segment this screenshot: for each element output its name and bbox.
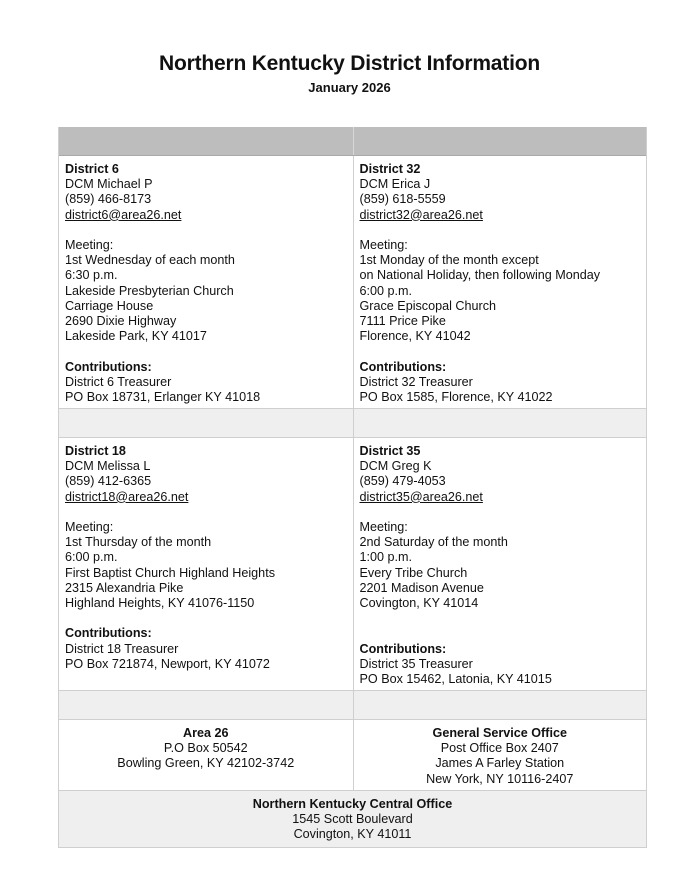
contributions-line: District 35 Treasurer [359,656,473,671]
contributions-label: Contributions: [65,626,152,641]
spacer-cell [59,409,353,437]
district-name: District 32 [359,162,421,176]
spacer-cell [353,691,647,719]
district-name: District 6 [65,162,119,176]
area26-office [59,720,353,790]
district-email-link[interactable]: district32@area26.net [359,207,483,222]
meeting-line: 2nd Saturday of the month [359,535,508,550]
spacer-cell [59,691,353,719]
dcm-name: DCM Melissa L [65,459,151,474]
office-line: P.O Box 50542 [163,741,248,756]
contributions-label: Contributions: [65,359,152,374]
meeting-line: 2690 Dixie Highway [65,314,177,329]
district-name: District 35 [359,444,421,458]
office-line: New York, NY 10116-2407 [426,771,574,786]
meeting-line: 1st Wednesday of each month [65,253,235,268]
gso-office [353,720,647,790]
contributions-line: District 6 Treasurer [65,374,172,389]
contributions-label: Contributions: [359,641,447,656]
spacer-cell [353,409,647,437]
meeting-line: First Baptist Church Highland Heights [65,565,275,580]
meeting-line: Lakeside Presbyterian Church [65,283,234,298]
meeting-line: 6:00 p.m. [65,550,118,565]
meeting-line: on National Holiday, then following Monday [359,268,601,283]
contributions-line: PO Box 1585, Florence, KY 41022 [359,390,553,405]
office-line: Post Office Box 2407 [440,741,559,756]
contributions-line: District 32 Treasurer [359,374,473,389]
offices-row [59,720,646,791]
meeting-label: Meeting: [359,520,408,534]
spacer-row [59,691,646,720]
spacer-row [59,409,646,438]
district-email-link[interactable]: district6@area26.net [65,207,182,222]
contributions-line: PO Box 721874, Newport, KY 41072 [65,656,270,671]
meeting-line: 2315 Alexandria Pike [65,580,184,595]
district-table [58,127,647,848]
meeting-line: 1:00 p.m. [359,550,413,565]
district-card [59,156,353,408]
contributions-label: Contributions: [359,359,447,374]
office-line: James A Farley Station [435,756,565,771]
contributions-line: PO Box 15462, Latonia, KY 41015 [359,672,552,686]
meeting-line: 6:30 p.m. [65,268,118,283]
page-subtitle: January 2026 [308,80,391,95]
dcm-name: DCM Michael P [65,177,153,192]
dcm-phone: (859) 479-4053 [359,474,446,489]
meeting-line: Grace Episcopal Church [359,298,496,313]
meeting-line: 2201 Madison Avenue [359,580,484,595]
contributions-line: PO Box 18731, Erlanger KY 41018 [65,390,261,405]
district-card [59,438,353,690]
meeting-line: Florence, KY 41042 [359,329,471,344]
office-line: Bowling Green, KY 42102-3742 [117,756,295,771]
contributions-line: District 18 Treasurer [65,641,179,656]
central-office [59,791,646,847]
central-office-row [59,791,646,848]
meeting-line: 1st Monday of the month except [359,253,539,268]
meeting-label: Meeting: [65,520,114,534]
district-card [353,438,647,690]
dcm-name: DCM Greg K [359,459,432,474]
district-email-link[interactable]: district18@area26.net [65,489,189,504]
meeting-line: Highland Heights, KY 41076-1150 [65,596,255,611]
page-title: Northern Kentucky District Information [159,52,540,75]
meeting-line: Carriage House [65,298,154,313]
office-name: General Service Office [432,726,567,740]
dcm-phone: (859) 412-6365 [65,474,152,489]
meeting-line: 7111 Price Pike [359,314,446,329]
office-name: Area 26 [182,726,229,740]
header-cell-right [353,127,647,155]
district-row-1 [59,156,646,409]
dcm-phone: (859) 618-5559 [359,192,446,207]
office-name: Northern Kentucky Central Office [252,797,453,811]
meeting-label: Meeting: [359,238,408,252]
district-row-2 [59,438,646,691]
meeting-line: Every Tribe Church [359,565,468,580]
office-line: 1545 Scott Boulevard [292,812,413,827]
office-line: Covington, KY 41011 [293,827,412,842]
meeting-line: Lakeside Park, KY 41017 [65,329,207,344]
district-card [353,156,647,408]
dcm-phone: (859) 466-8173 [65,192,152,207]
meeting-label: Meeting: [65,238,114,252]
meeting-line: 6:00 p.m. [359,283,413,298]
meeting-line: 1st Thursday of the month [65,535,212,550]
meeting-line: Covington, KY 41014 [359,596,479,611]
district-email-link[interactable]: district35@area26.net [359,489,483,504]
dcm-name: DCM Erica J [359,177,431,192]
table-header-row [59,127,646,156]
header-cell-left [59,127,353,155]
district-name: District 18 [65,444,126,458]
